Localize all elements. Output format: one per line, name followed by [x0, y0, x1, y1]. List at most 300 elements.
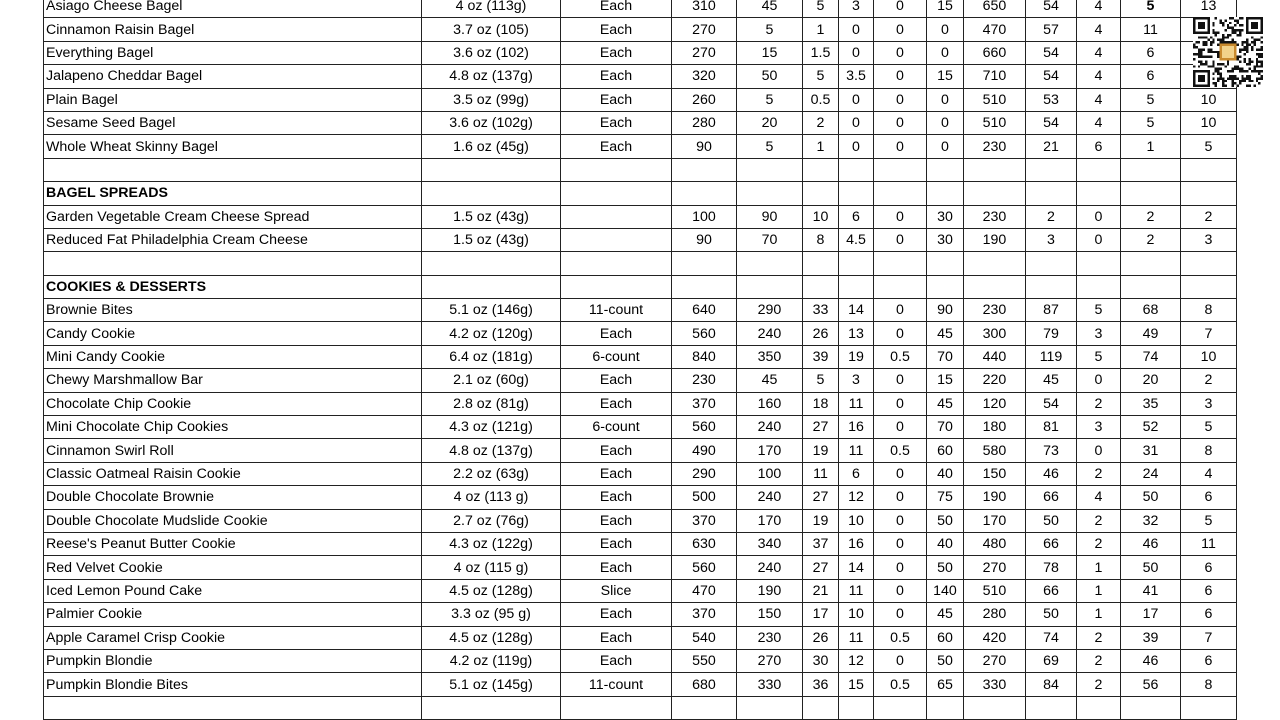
value-cell: 0	[874, 416, 927, 439]
item-name-cell: Candy Cookie	[44, 322, 422, 345]
value-cell	[1181, 275, 1237, 298]
item-name-cell: COOKIES & DESSERTS	[44, 275, 422, 298]
value-cell: 2	[1077, 626, 1121, 649]
value-cell: 30	[927, 205, 964, 228]
value-cell: Each	[561, 392, 672, 415]
value-cell: 0	[874, 649, 927, 672]
value-cell: 14	[839, 556, 874, 579]
item-name-cell: Plain Bagel	[44, 88, 422, 111]
value-cell: 0	[874, 135, 927, 158]
value-cell: Each	[561, 439, 672, 462]
value-cell	[874, 252, 927, 275]
value-cell: 2	[1181, 205, 1237, 228]
value-cell	[1121, 252, 1181, 275]
value-cell: 4	[1077, 0, 1121, 18]
value-cell: 45	[927, 322, 964, 345]
table-row	[44, 416, 1237, 439]
value-cell: 90	[672, 135, 737, 158]
value-cell: 50	[927, 509, 964, 532]
value-cell: 4.8 oz (137g)	[422, 65, 561, 88]
value-cell	[964, 252, 1026, 275]
value-cell	[737, 252, 803, 275]
value-cell: 3.5	[839, 65, 874, 88]
qr-code-icon	[1193, 17, 1263, 87]
value-cell: 0	[1077, 439, 1121, 462]
value-cell: 15	[927, 369, 964, 392]
value-cell: 0	[874, 18, 927, 41]
value-cell: 2	[1077, 392, 1121, 415]
table-row	[44, 649, 1237, 672]
value-cell	[839, 696, 874, 719]
value-cell: 680	[672, 673, 737, 696]
value-cell: 35	[1121, 392, 1181, 415]
value-cell: 8	[1181, 299, 1237, 322]
value-cell: 560	[672, 556, 737, 579]
value-cell: 1	[1121, 135, 1181, 158]
table-row	[44, 205, 1237, 228]
spacer-row	[44, 696, 1237, 719]
value-cell: 270	[737, 649, 803, 672]
value-cell: 18	[803, 392, 839, 415]
value-cell	[839, 252, 874, 275]
value-cell: 30	[927, 228, 964, 251]
table-row	[44, 228, 1237, 251]
value-cell: 10	[803, 205, 839, 228]
value-cell: 190	[964, 486, 1026, 509]
value-cell: 45	[927, 603, 964, 626]
table-row	[44, 603, 1237, 626]
value-cell: 220	[964, 369, 1026, 392]
value-cell: 0	[1077, 369, 1121, 392]
value-cell: 0.5	[874, 439, 927, 462]
value-cell: 240	[737, 322, 803, 345]
value-cell: 45	[737, 0, 803, 18]
value-cell: 16	[839, 532, 874, 555]
value-cell	[737, 182, 803, 205]
value-cell: 330	[737, 673, 803, 696]
table-row	[44, 345, 1237, 368]
value-cell: 2	[1181, 369, 1237, 392]
value-cell: 480	[964, 532, 1026, 555]
value-cell: 90	[927, 299, 964, 322]
value-cell: 320	[672, 65, 737, 88]
value-cell: 3	[1181, 392, 1237, 415]
value-cell: 66	[1026, 486, 1077, 509]
value-cell: 60	[927, 626, 964, 649]
value-cell: 78	[1026, 556, 1077, 579]
value-cell: 0	[839, 88, 874, 111]
value-cell: 5	[1181, 416, 1237, 439]
value-cell: 0	[874, 322, 927, 345]
value-cell: 0	[839, 111, 874, 134]
value-cell: 100	[737, 462, 803, 485]
value-cell	[422, 182, 561, 205]
value-cell: Slice	[561, 579, 672, 602]
value-cell: 5	[1121, 88, 1181, 111]
item-name-cell: Sesame Seed Bagel	[44, 111, 422, 134]
value-cell	[927, 696, 964, 719]
item-name-cell: Double Chocolate Brownie	[44, 486, 422, 509]
value-cell	[672, 275, 737, 298]
value-cell: 2	[1121, 228, 1181, 251]
value-cell: 6	[1181, 649, 1237, 672]
value-cell: Each	[561, 18, 672, 41]
value-cell: 5	[803, 65, 839, 88]
value-cell	[1077, 696, 1121, 719]
value-cell: 19	[803, 509, 839, 532]
value-cell	[1026, 158, 1077, 181]
value-cell: 7	[1181, 626, 1237, 649]
value-cell: 45	[1026, 369, 1077, 392]
value-cell: 0.5	[803, 88, 839, 111]
value-cell: 0	[874, 462, 927, 485]
value-cell: 0	[927, 18, 964, 41]
value-cell: 0	[874, 556, 927, 579]
value-cell: Each	[561, 322, 672, 345]
value-cell: 5.1 oz (145g)	[422, 673, 561, 696]
value-cell: 0	[927, 135, 964, 158]
value-cell: 0	[874, 299, 927, 322]
value-cell: 270	[964, 556, 1026, 579]
value-cell	[672, 252, 737, 275]
value-cell: 4.2 oz (120g)	[422, 322, 561, 345]
value-cell: 27	[803, 486, 839, 509]
table-row	[44, 439, 1237, 462]
value-cell: Each	[561, 626, 672, 649]
value-cell: Each	[561, 111, 672, 134]
value-cell: 510	[964, 579, 1026, 602]
value-cell: 46	[1026, 462, 1077, 485]
value-cell: 6	[1121, 65, 1181, 88]
table-row	[44, 509, 1237, 532]
value-cell	[874, 182, 927, 205]
value-cell: 50	[1026, 603, 1077, 626]
item-name-cell: BAGEL SPREADS	[44, 182, 422, 205]
value-cell: 2.7 oz (76g)	[422, 509, 561, 532]
value-cell: 8	[1181, 439, 1237, 462]
value-cell	[1026, 252, 1077, 275]
value-cell: 26	[803, 322, 839, 345]
table-row	[44, 673, 1237, 696]
value-cell: 50	[1026, 509, 1077, 532]
value-cell: 5	[1121, 111, 1181, 134]
value-cell: 280	[672, 111, 737, 134]
table-row	[44, 532, 1237, 555]
value-cell: 0	[839, 135, 874, 158]
value-cell: 0	[874, 205, 927, 228]
value-cell: 46	[1121, 532, 1181, 555]
value-cell	[927, 275, 964, 298]
item-name-cell	[44, 252, 422, 275]
value-cell: 5	[1077, 299, 1121, 322]
item-name-cell: Jalapeno Cheddar Bagel	[44, 65, 422, 88]
value-cell	[1026, 696, 1077, 719]
value-cell: 32	[1121, 509, 1181, 532]
value-cell: 87	[1026, 299, 1077, 322]
item-name-cell: Mini Chocolate Chip Cookies	[44, 416, 422, 439]
value-cell: 4	[1181, 462, 1237, 485]
value-cell: 41	[1121, 579, 1181, 602]
value-cell: Each	[561, 65, 672, 88]
value-cell: 4.2 oz (119g)	[422, 649, 561, 672]
value-cell: 13	[839, 322, 874, 345]
value-cell: 190	[964, 228, 1026, 251]
value-cell: 36	[803, 673, 839, 696]
value-cell: 370	[672, 603, 737, 626]
value-cell: 0	[874, 41, 927, 64]
value-cell: 580	[964, 439, 1026, 462]
value-cell: 2	[1121, 205, 1181, 228]
value-cell: Each	[561, 556, 672, 579]
value-cell: 4.8 oz (137g)	[422, 439, 561, 462]
item-name-cell: Whole Wheat Skinny Bagel	[44, 135, 422, 158]
value-cell: 710	[964, 65, 1026, 88]
value-cell: 0	[874, 603, 927, 626]
value-cell	[737, 696, 803, 719]
value-cell: 230	[964, 135, 1026, 158]
value-cell: 230	[964, 205, 1026, 228]
value-cell: 1.5	[803, 41, 839, 64]
value-cell: 3	[839, 0, 874, 18]
value-cell: 0	[874, 0, 927, 18]
value-cell: 50	[737, 65, 803, 88]
section-header-row	[44, 182, 1237, 205]
value-cell: 550	[672, 649, 737, 672]
value-cell: 280	[964, 603, 1026, 626]
value-cell: 1	[1077, 603, 1121, 626]
value-cell: 11-count	[561, 673, 672, 696]
value-cell: 370	[672, 509, 737, 532]
value-cell: 50	[927, 649, 964, 672]
value-cell: 440	[964, 345, 1026, 368]
value-cell	[1077, 182, 1121, 205]
value-cell: Each	[561, 41, 672, 64]
value-cell: 560	[672, 416, 737, 439]
item-name-cell: Classic Oatmeal Raisin Cookie	[44, 462, 422, 485]
value-cell	[1077, 158, 1121, 181]
value-cell: 66	[1026, 579, 1077, 602]
value-cell	[964, 275, 1026, 298]
value-cell	[927, 252, 964, 275]
value-cell: Each	[561, 0, 672, 18]
value-cell: 630	[672, 532, 737, 555]
value-cell	[422, 252, 561, 275]
value-cell: 270	[672, 18, 737, 41]
value-cell: 2.1 oz (60g)	[422, 369, 561, 392]
table-row	[44, 135, 1237, 158]
value-cell: 53	[1026, 88, 1077, 111]
value-cell: 0	[874, 579, 927, 602]
value-cell: 40	[927, 532, 964, 555]
value-cell	[839, 275, 874, 298]
value-cell: 270	[964, 649, 1026, 672]
value-cell: 19	[803, 439, 839, 462]
value-cell: 640	[672, 299, 737, 322]
value-cell	[561, 275, 672, 298]
value-cell: 6	[1181, 556, 1237, 579]
value-cell: 49	[1121, 322, 1181, 345]
value-cell: 10	[839, 509, 874, 532]
value-cell: 15	[737, 41, 803, 64]
value-cell: 170	[737, 439, 803, 462]
value-cell: 2.2 oz (63g)	[422, 462, 561, 485]
value-cell: 15	[927, 65, 964, 88]
item-name-cell: Everything Bagel	[44, 41, 422, 64]
value-cell: 3.7 oz (105)	[422, 18, 561, 41]
value-cell: 6	[1181, 579, 1237, 602]
value-cell: 54	[1026, 65, 1077, 88]
value-cell: 2	[1077, 509, 1121, 532]
value-cell: 10	[1181, 345, 1237, 368]
value-cell: 50	[1121, 486, 1181, 509]
value-cell	[422, 275, 561, 298]
item-name-cell: Mini Candy Cookie	[44, 345, 422, 368]
value-cell: 45	[927, 392, 964, 415]
value-cell: 16	[839, 416, 874, 439]
value-cell: 0	[839, 18, 874, 41]
item-name-cell: Reese's Peanut Butter Cookie	[44, 532, 422, 555]
value-cell	[874, 158, 927, 181]
value-cell: 540	[672, 626, 737, 649]
value-cell: 12	[839, 649, 874, 672]
value-cell: 11	[1121, 18, 1181, 41]
value-cell: 5	[803, 369, 839, 392]
value-cell	[1181, 158, 1237, 181]
value-cell: 54	[1026, 41, 1077, 64]
value-cell: 5	[737, 135, 803, 158]
value-cell	[1026, 182, 1077, 205]
value-cell: 350	[737, 345, 803, 368]
value-cell	[803, 158, 839, 181]
value-cell: 0	[874, 392, 927, 415]
value-cell: Each	[561, 509, 672, 532]
section-header-row	[44, 275, 1237, 298]
value-cell: 20	[1121, 369, 1181, 392]
value-cell: 290	[737, 299, 803, 322]
value-cell: 65	[927, 673, 964, 696]
value-cell: 5	[1181, 135, 1237, 158]
value-cell: 4.3 oz (121g)	[422, 416, 561, 439]
value-cell: 3	[839, 369, 874, 392]
value-cell	[1121, 696, 1181, 719]
table-row	[44, 626, 1237, 649]
value-cell: 6.4 oz (181g)	[422, 345, 561, 368]
item-name-cell: Red Velvet Cookie	[44, 556, 422, 579]
item-name-cell: Brownie Bites	[44, 299, 422, 322]
value-cell: 100	[672, 205, 737, 228]
value-cell: 39	[803, 345, 839, 368]
value-cell: 119	[1026, 345, 1077, 368]
value-cell	[803, 182, 839, 205]
value-cell: 75	[927, 486, 964, 509]
value-cell: 17	[803, 603, 839, 626]
value-cell: 650	[964, 0, 1026, 18]
value-cell: Each	[561, 369, 672, 392]
value-cell	[561, 182, 672, 205]
value-cell: 50	[1121, 556, 1181, 579]
value-cell: 3	[1181, 228, 1237, 251]
value-cell: 57	[1026, 18, 1077, 41]
value-cell: 4	[1077, 88, 1121, 111]
table-row	[44, 369, 1237, 392]
value-cell: 69	[1026, 649, 1077, 672]
value-cell	[737, 158, 803, 181]
value-cell: 27	[803, 416, 839, 439]
table-row	[44, 18, 1237, 41]
value-cell: Each	[561, 135, 672, 158]
item-name-cell: Double Chocolate Mudslide Cookie	[44, 509, 422, 532]
value-cell: 39	[1121, 626, 1181, 649]
value-cell: 1.5 oz (43g)	[422, 205, 561, 228]
value-cell	[964, 158, 1026, 181]
value-cell: 3.3 oz (95 g)	[422, 603, 561, 626]
item-name-cell	[44, 158, 422, 181]
value-cell: 140	[927, 579, 964, 602]
value-cell: 3	[1026, 228, 1077, 251]
item-name-cell: Cinnamon Raisin Bagel	[44, 18, 422, 41]
value-cell	[422, 158, 561, 181]
value-cell: 2	[1077, 532, 1121, 555]
value-cell: 17	[1121, 603, 1181, 626]
value-cell: 0	[874, 509, 927, 532]
value-cell	[1181, 252, 1237, 275]
value-cell	[1026, 275, 1077, 298]
value-cell	[1181, 182, 1237, 205]
value-cell: 240	[737, 486, 803, 509]
value-cell: 6	[1121, 41, 1181, 64]
value-cell: 6-count	[561, 345, 672, 368]
value-cell	[1077, 252, 1121, 275]
spacer-row	[44, 158, 1237, 181]
value-cell: 5	[1077, 345, 1121, 368]
value-cell: 330	[964, 673, 1026, 696]
value-cell: 0	[1077, 228, 1121, 251]
value-cell: 230	[672, 369, 737, 392]
value-cell	[839, 182, 874, 205]
value-cell: 52	[1121, 416, 1181, 439]
value-cell: 490	[672, 439, 737, 462]
value-cell: 15	[839, 673, 874, 696]
value-cell: 240	[737, 416, 803, 439]
value-cell: 4.5 oz (128g)	[422, 579, 561, 602]
value-cell: 160	[737, 392, 803, 415]
value-cell: 70	[927, 416, 964, 439]
value-cell	[672, 182, 737, 205]
value-cell: 150	[964, 462, 1026, 485]
table-row	[44, 111, 1237, 134]
value-cell: 27	[803, 556, 839, 579]
item-name-cell: Pumpkin Blondie	[44, 649, 422, 672]
value-cell: 5	[1181, 509, 1237, 532]
value-cell: Each	[561, 88, 672, 111]
value-cell: 0	[927, 41, 964, 64]
value-cell: 0	[927, 111, 964, 134]
value-cell: 20	[737, 111, 803, 134]
value-cell	[672, 158, 737, 181]
value-cell: 1.5 oz (43g)	[422, 228, 561, 251]
value-cell: 4	[1077, 41, 1121, 64]
nutrition-table	[43, 0, 1237, 720]
value-cell: 0	[839, 41, 874, 64]
value-cell: 6	[839, 462, 874, 485]
value-cell: 11	[839, 579, 874, 602]
value-cell: 11-count	[561, 299, 672, 322]
value-cell: 46	[1121, 649, 1181, 672]
value-cell: 4	[1077, 486, 1121, 509]
value-cell	[561, 228, 672, 251]
value-cell: 21	[803, 579, 839, 602]
item-name-cell: Asiago Cheese Bagel	[44, 0, 422, 18]
